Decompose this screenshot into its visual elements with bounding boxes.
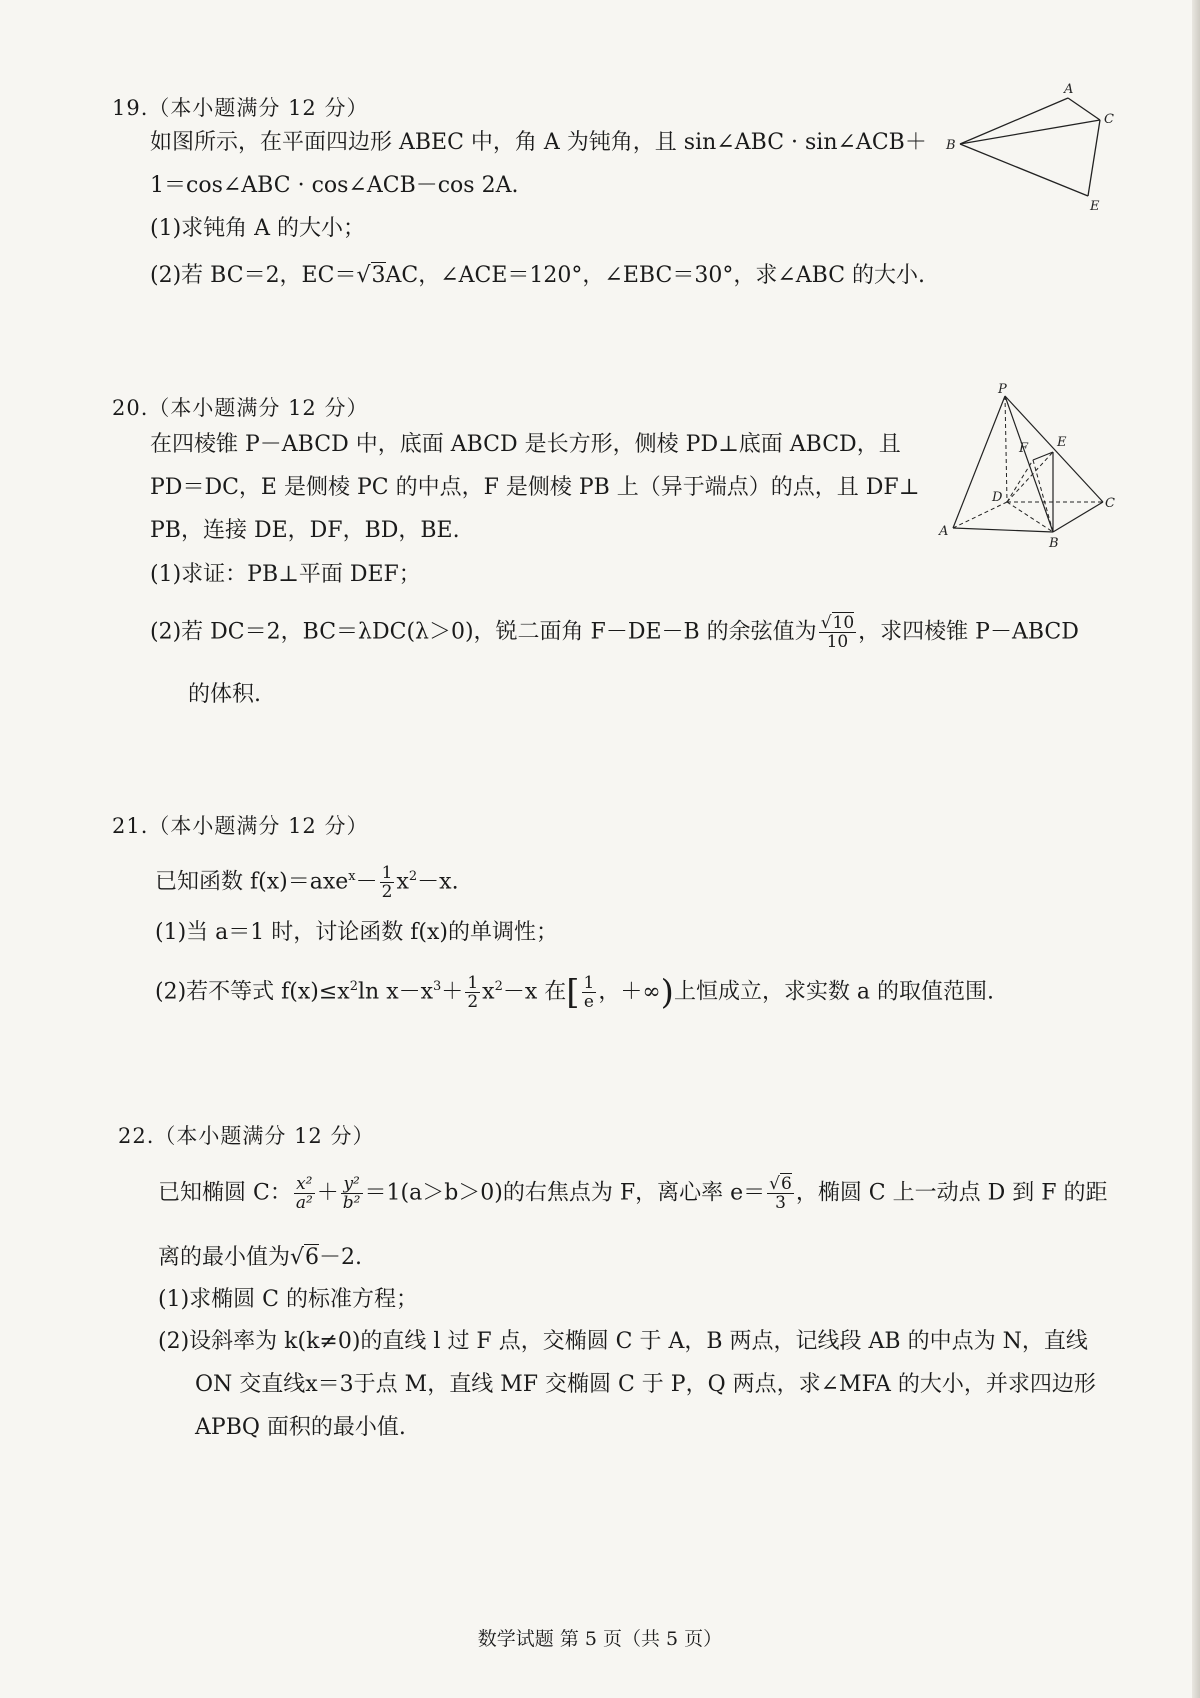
svg-text:P: P — [998, 382, 1007, 397]
q19-line1: 如图所示，在平面四边形 ABEC 中，角 A 为钝角，且 sin∠ABC · sin∠ACB＋ — [150, 130, 927, 155]
q20-line2: PD＝DC，E 是侧棱 PC 的中点，F 是侧棱 PB 上（异于端点）的点，且 DF⊥ — [150, 475, 920, 500]
q22-part1: (1)求椭圆 C 的标准方程； — [158, 1287, 418, 1312]
q19-label-c: C — [1104, 112, 1114, 127]
svg-text:E: E — [1057, 435, 1067, 450]
q19-figure — [940, 78, 1120, 218]
svg-text:C: C — [1105, 496, 1115, 511]
q19-part1: (1)求钝角 A 的大小； — [150, 216, 366, 241]
q19-line2: 1＝cos∠ABC · cos∠ACB－cos 2A. — [150, 173, 519, 198]
svg-text:A: A — [939, 524, 949, 539]
q22-part2-l1: (2)设斜率为 k(k≠0)的直线 l 过 F 点，交椭圆 C 于 A，B 两点，记线段 AB 的中点为 N，直线 — [158, 1329, 1088, 1354]
svg-text:F: F — [1019, 441, 1029, 456]
q19-label-e: E — [1090, 199, 1100, 214]
q22-header: 22.（本小题满分 12 分） — [118, 1124, 375, 1148]
q21-line1: 已知函数 f(x)＝axe$^x$－ $\frac{1}{2}$ $x^2-x$. — [155, 862, 459, 902]
q20-part2-cont: 的体积. — [188, 682, 261, 707]
q19-label-a: A — [1064, 82, 1074, 97]
page-edge — [1192, 0, 1200, 1698]
q19-edge-ab — [960, 98, 1068, 144]
q19-edge-ce — [1088, 120, 1100, 196]
q19-header: 19.（本小题满分 12 分） — [112, 96, 369, 120]
q19-edge-bc — [960, 120, 1100, 144]
svg-text:B: B — [1049, 536, 1059, 550]
q20-header: 20.（本小题满分 12 分） — [112, 396, 369, 420]
q21-part1: (1)当 a＝1 时，讨论函数 f(x)的单调性； — [155, 920, 558, 945]
q20-fraction: $\frac{√10}{10}$ — [820, 613, 855, 652]
q22-line1: 已知椭圆 C： $\frac{\text{x²}}{\text{a²}}$ ＋ $\frac{\text{y²}}{\text{b²}}$ ＝1(a＞b＞0)的右焦点为 F，离心率 e＝ $\frac{√6}{3}$ ，椭圆 C 上一动点 D 到 F 的距 — [158, 1174, 1108, 1213]
q22-part2-l3: APBQ 面积的最小值. — [195, 1415, 406, 1440]
q20-line3: PB，连接 DE，DF，BD，BE. — [150, 518, 460, 543]
q19-edge-ac — [1068, 98, 1100, 120]
q20-part2: (2)若 DC＝2，BC＝λDC(λ＞0)，锐二面角 F－DE－B 的余弦值为 $\frac{√10}{10}$ ，求四棱锥 P－ABCD — [150, 613, 1079, 652]
q19-part2: (2)若 BC＝2，EC＝√3AC，∠ACE＝120°，∠EBC＝30°，求∠ABC 的大小. — [150, 263, 926, 288]
q20-part1: (1)求证：PB⊥平面 DEF； — [150, 562, 421, 587]
q21-part2: (2)若不等式 $f(x)\le x^2\ln$ $x-x^3+$ $\frac{1}{2}$ $x^2-x$ 在[ $\frac{1}{e}$ ，＋∞)上恒成立，求实数 a 的取值范围. — [155, 972, 995, 1013]
q22-part2-l2: ON 交直线x＝3于点 M，直线 MF 交椭圆 C 于 P，Q 两点，求∠MFA 的大小，并求四边形 — [195, 1372, 1096, 1397]
q19-label-b: B — [946, 138, 956, 153]
page-footer: 数学试题 第 5 页（共 5 页） — [477, 1628, 723, 1650]
q21-header: 21.（本小题满分 12 分） — [112, 814, 369, 838]
q19-edge-be — [960, 144, 1088, 196]
q20-line1: 在四棱锥 P－ABCD 中，底面 ABCD 是长方形，侧棱 PD⊥底面 ABCD，且 — [150, 432, 901, 457]
svg-text:D: D — [992, 490, 1003, 505]
q22-line2: 离的最小值为√6－2. — [158, 1245, 363, 1270]
q20-figure — [935, 380, 1115, 550]
